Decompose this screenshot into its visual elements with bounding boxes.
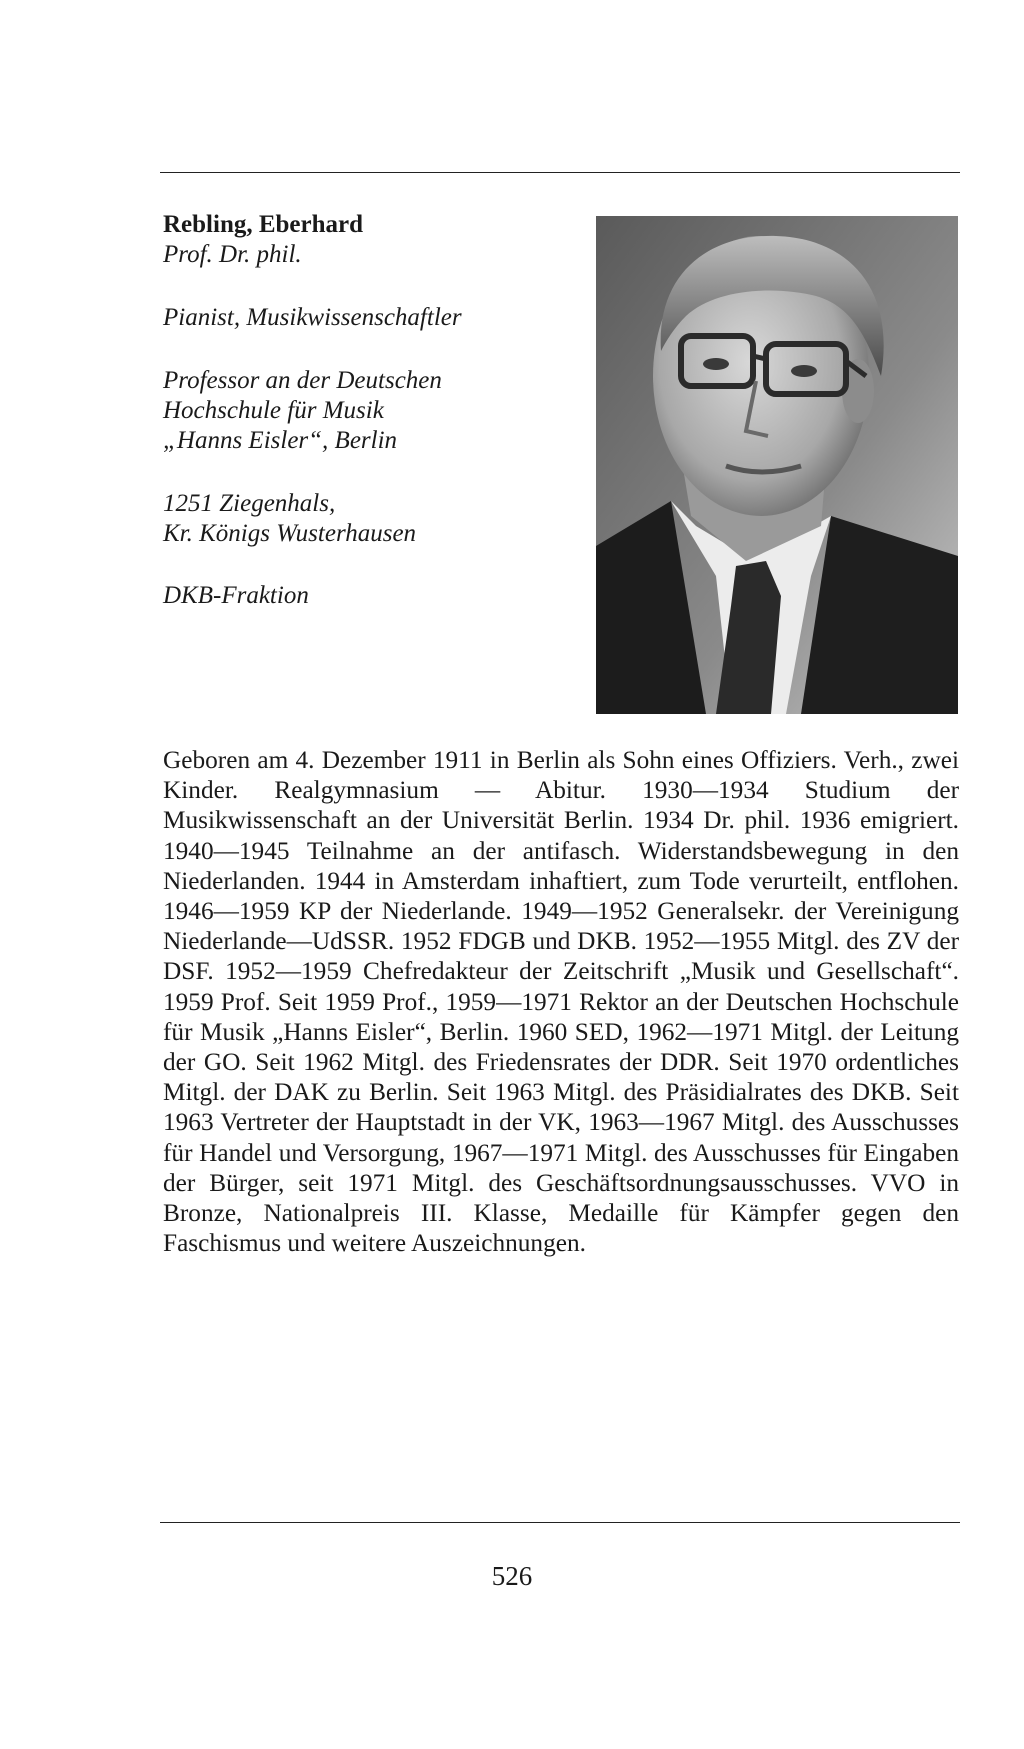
position-line: Hochschule für Musik (163, 397, 384, 424)
biography-text: Geboren am 4. Dezember 1911 in Berlin als Sohn eines Offiziers. Verh., zwei Kinder. Realgymnasium — Abitur. 1930—1934 Studium der Musikwissenschaft an der Universität Berlin. 1934 Dr. phil. 1936 emigriert. 1940—1945 Teilnahme an der antifasch. Widerstandsbewegung in den Niederlanden. 1944 in Amsterdam inhaftiert, zum Tode verurteilt, entflohen. 1946—1959 KP der Niederlande. 1949—1952 Generalsekr. der Vereinigung Niederlande—UdSSR. 1952 FDGB und DKB. 1952—1955 Mitgl. des ZV der DSF. 1952—1959 Chefredakteur der Zeitschrift „Musik und Gesellschaft“. 1959 Prof. Seit 1959 Prof., 1959—1971 Rektor an der Deutschen Hochschule für Musik „Hanns Eisler“, Berlin. 1960 SED, 1962—1971 Mitgl. der Leitung der GO. Seit 1962 Mitgl. des Friedensrates der DDR. Seit 1970 ordentliches Mitgl. der DAK zu Berlin. Seit 1963 Mitgl. des Präsidialrates des DKB. Seit 1963 Vertreter der Hauptstadt in der VK, 1963—1967 Mitgl. des Ausschusses für Handel und Versorgung, 1967—1971 Mitgl. des Ausschusses für Eingaben der Bürger, seit 1971 Mitgl. des Geschäftsordnungsausschusses. VVO in Bronze, Nationalpreis III. Klasse, Medaille für Kämpfer gegen den Faschismus und weitere Auszeichnungen. (163, 746, 959, 1258)
position-block (163, 366, 583, 456)
entry-header (163, 210, 583, 611)
profession: Pianist, Musikwissenschaftler (163, 304, 462, 331)
page-number: 526 (491, 1561, 533, 1591)
faction: DKB-Fraktion (163, 582, 309, 609)
position-line: „Hanns Eisler“, Berlin (163, 427, 398, 454)
position-line: Professor an der Deutschen (163, 367, 442, 394)
person-name: Rebling, Eberhard (163, 211, 364, 238)
portrait-photo (596, 216, 958, 714)
bottom-rule (160, 1522, 960, 1523)
academic-title: Prof. Dr. phil. (163, 241, 302, 268)
top-rule (160, 172, 960, 173)
address-block (163, 489, 583, 549)
address-line: 1251 Ziegenhals, (163, 490, 336, 517)
address-line: Kr. Königs Wusterhausen (163, 520, 417, 547)
